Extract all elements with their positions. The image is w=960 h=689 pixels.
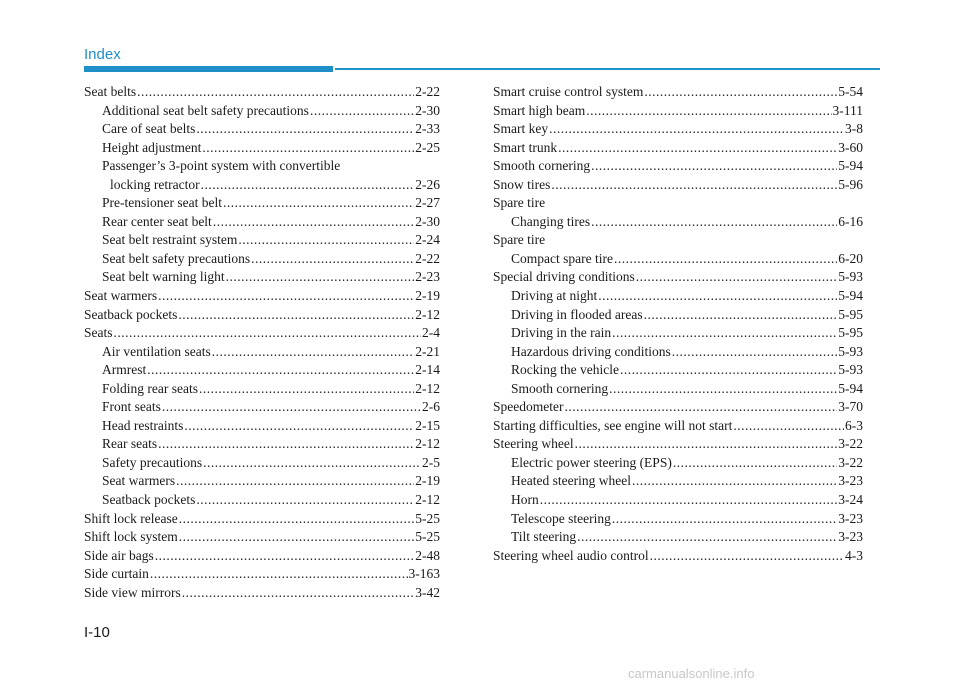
index-entry-page: 2-4 <box>422 325 440 341</box>
index-entry <box>493 306 863 325</box>
index-entry-heading: Spare tire <box>493 195 546 211</box>
index-entry <box>84 565 440 584</box>
index-entry-term: Smooth cornering <box>493 158 591 174</box>
index-entry-term: Height adjustment <box>102 139 202 155</box>
index-entry <box>493 102 863 121</box>
dot-leader <box>178 306 414 325</box>
dot-leader <box>196 120 414 139</box>
dot-leader <box>609 380 837 399</box>
dot-leader <box>150 565 408 584</box>
dot-leader <box>114 324 422 343</box>
index-entry-page: 2-12 <box>415 492 440 508</box>
index-entry <box>84 287 440 306</box>
index-entry-page: 2-12 <box>415 306 440 322</box>
index-column-left <box>84 83 440 602</box>
dot-leader <box>612 510 837 529</box>
index-entry-term: Driving at night <box>511 288 598 304</box>
dot-leader <box>137 83 414 102</box>
dot-leader <box>184 417 414 436</box>
index-entry-term: Shift lock release <box>84 510 178 526</box>
index-entry-page: 3-23 <box>838 473 863 489</box>
dot-leader <box>614 250 837 269</box>
index-entry <box>84 194 440 213</box>
dot-leader <box>147 361 414 380</box>
index-entry-page: 3-60 <box>838 139 863 155</box>
index-entry-term: Head restraints <box>102 417 184 433</box>
index-entry <box>84 231 440 250</box>
index-entry-term: Safety precautions <box>102 454 203 470</box>
index-entry-term: Armrest <box>102 362 147 378</box>
index-entry-term: Snow tires <box>493 176 551 192</box>
dot-leader <box>591 213 837 232</box>
dot-leader <box>155 547 415 566</box>
index-entry-term: Driving in the rain <box>511 325 612 341</box>
dot-leader <box>672 343 838 362</box>
dot-leader <box>196 491 414 510</box>
index-entry <box>493 510 863 529</box>
index-entry <box>493 491 863 510</box>
dot-leader <box>162 398 421 417</box>
dot-leader <box>203 454 421 473</box>
index-entry-page: 3-42 <box>415 584 440 600</box>
dot-leader <box>636 268 838 287</box>
index-entry <box>493 417 863 436</box>
index-entry-term: Seat warmers <box>102 473 176 489</box>
index-entry <box>84 547 440 566</box>
dot-leader <box>644 83 837 102</box>
page-number: I-10 <box>84 624 110 641</box>
index-entry-page: 2-33 <box>415 121 440 137</box>
dot-leader <box>201 176 415 195</box>
dot-leader <box>238 231 414 250</box>
dot-leader <box>632 472 837 491</box>
dot-leader <box>199 380 414 399</box>
index-entry-page: 4-3 <box>845 547 863 563</box>
index-entry-page: 3-22 <box>838 454 863 470</box>
index-entry-page: 3-24 <box>838 492 863 508</box>
dot-leader <box>540 491 838 510</box>
index-entry-term: Starting difficulties, see engine will not start <box>493 417 733 433</box>
index-entry-page: 5-94 <box>838 380 863 396</box>
index-entry <box>84 361 440 380</box>
index-entry-term: Steering wheel <box>493 436 574 452</box>
index-entry <box>84 102 440 121</box>
dot-leader <box>558 139 837 158</box>
index-entry-term: Horn <box>511 492 539 508</box>
index-entry-page: 5-94 <box>838 158 863 174</box>
index-entry <box>84 510 440 529</box>
index-entry <box>493 157 863 176</box>
index-entry <box>84 380 440 399</box>
index-entry-term: Shift lock system <box>84 529 178 545</box>
index-entry-page: 5-25 <box>415 529 440 545</box>
index-entry-term: Side view mirrors <box>84 584 181 600</box>
dot-leader <box>644 306 838 325</box>
index-entry-term: Seats <box>84 325 113 341</box>
index-entry-term: Hazardous driving conditions <box>511 343 671 359</box>
index-entry-page: 5-95 <box>838 306 863 322</box>
index-entry-page: 5-93 <box>838 343 863 359</box>
index-entry-page: 5-96 <box>838 176 863 192</box>
index-entry-term: Folding rear seats <box>102 380 198 396</box>
index-entry-page: 6-3 <box>845 417 863 433</box>
index-entry <box>493 139 863 158</box>
index-entry <box>493 435 863 454</box>
index-entry-term: Seat warmers <box>84 288 158 304</box>
dot-leader <box>575 435 838 454</box>
index-entry-page: 2-48 <box>415 547 440 563</box>
index-entry-term: Changing tires <box>511 213 591 229</box>
index-entry-page: 5-54 <box>838 84 863 99</box>
index-entry-term: Care of seat belts <box>102 121 196 137</box>
index-entry-heading: Spare tire <box>493 232 546 248</box>
index-entry-term: Rear seats <box>102 436 158 452</box>
index-entry-page: 2-24 <box>415 232 440 248</box>
header-accent-bar <box>84 66 333 72</box>
watermark: carmanualsonline.info <box>628 666 755 681</box>
index-entry <box>493 380 863 399</box>
index-entry-term: Side curtain <box>84 566 149 582</box>
index-entry <box>493 454 863 473</box>
index-entry-page: 5-25 <box>415 510 440 526</box>
index-entry <box>493 83 863 102</box>
index-entry <box>84 584 440 603</box>
index-entry-page: 2-12 <box>415 380 440 396</box>
dot-leader <box>158 435 414 454</box>
index-entry-term: locking retractor <box>110 176 200 192</box>
index-entry-page: 3-23 <box>838 529 863 545</box>
dot-leader <box>158 287 414 306</box>
index-entry <box>84 139 440 158</box>
index-entry-page: 6-20 <box>838 250 863 266</box>
index-entry <box>84 213 440 232</box>
index-entry-page: 2-6 <box>422 399 440 415</box>
index-entry <box>84 454 440 473</box>
index-entry-term: Telescope steering <box>511 510 611 526</box>
index-entry-heading: Passenger’s 3-point system with convertible <box>102 158 341 174</box>
index-entry-term: Seat belt restraint system <box>102 232 238 248</box>
index-entry <box>493 268 863 287</box>
index-entry <box>84 472 440 491</box>
dot-leader <box>551 176 837 195</box>
index-entry-page: 5-93 <box>838 269 863 285</box>
dot-leader <box>176 472 414 491</box>
index-entry-term: Smart high beam <box>493 102 586 118</box>
index-entry <box>84 83 440 102</box>
index-entry <box>84 176 440 195</box>
index-entry-term: Side air bags <box>84 547 154 563</box>
index-entry <box>84 268 440 287</box>
index-entry-page: 5-94 <box>838 288 863 304</box>
index-entry-page: 2-22 <box>415 250 440 266</box>
index-entry-page: 3-23 <box>838 510 863 526</box>
dot-leader <box>591 157 837 176</box>
index-entry-term: Seat belt safety precautions <box>102 250 251 266</box>
index-entry-term: Electric power steering (EPS) <box>511 454 672 470</box>
index-entry-term: Additional seat belt safety precautions <box>102 102 309 118</box>
index-entry-term: Air ventilation seats <box>102 343 211 359</box>
dot-leader <box>612 324 837 343</box>
index-column-right <box>493 83 863 565</box>
index-entry-page: 2-5 <box>422 454 440 470</box>
index-entry-page: 3-111 <box>832 102 863 118</box>
header-rule <box>335 68 880 70</box>
index-entry-page: 3-8 <box>845 121 863 137</box>
index-entry-term: Smart cruise control system <box>493 84 644 99</box>
index-entry <box>84 343 440 362</box>
dot-leader <box>564 398 837 417</box>
dot-leader <box>212 343 415 362</box>
index-entry-page: 2-30 <box>415 102 440 118</box>
index-entry-term: Speedometer <box>493 399 564 415</box>
index-entry-page: 2-22 <box>415 84 440 99</box>
dot-leader <box>577 528 837 547</box>
index-entry-term: Special driving conditions <box>493 269 635 285</box>
index-entry-page: 3-163 <box>408 566 440 582</box>
index-entry-term: Rocking the vehicle <box>511 362 619 378</box>
index-entry-page: 3-22 <box>838 436 863 452</box>
index-entry <box>84 398 440 417</box>
dot-leader <box>179 510 415 529</box>
index-entry-page: 2-23 <box>415 269 440 285</box>
index-entry-page: 5-93 <box>838 362 863 378</box>
index-entry <box>493 250 863 269</box>
index-entry-page: 2-25 <box>415 139 440 155</box>
index-entry-page: 2-14 <box>415 362 440 378</box>
index-entry-page: 6-16 <box>838 213 863 229</box>
dot-leader <box>226 268 415 287</box>
index-entry-page: 2-19 <box>415 288 440 304</box>
dot-leader <box>223 194 414 213</box>
dot-leader <box>213 213 414 232</box>
dot-leader <box>202 139 414 158</box>
index-entry-term: Front seats <box>102 399 161 415</box>
dot-leader <box>549 120 844 139</box>
index-entry-page: 2-15 <box>415 417 440 433</box>
index-entry <box>84 324 440 343</box>
index-entry-term: Smart key <box>493 121 549 137</box>
index-entry-page: 2-19 <box>415 473 440 489</box>
dot-leader <box>586 102 831 121</box>
dot-leader <box>650 547 844 566</box>
dot-leader <box>310 102 414 121</box>
index-entry-term: Seatback pockets <box>102 492 196 508</box>
index-entry-page: 2-21 <box>415 343 440 359</box>
index-entry-term: Steering wheel audio control <box>493 547 649 563</box>
index-entry-term: Rear center seat belt <box>102 213 212 229</box>
dot-leader <box>598 287 837 306</box>
index-entry-term: Smart trunk <box>493 139 558 155</box>
index-entry <box>84 306 440 325</box>
index-entry-page: 2-12 <box>415 436 440 452</box>
index-entry <box>493 361 863 380</box>
index-entry <box>493 547 863 566</box>
index-entry-page: 2-27 <box>415 195 440 211</box>
page-header-title: Index <box>84 46 121 63</box>
index-entry-page: 3-70 <box>838 399 863 415</box>
index-entry-term: Smooth cornering <box>511 380 609 396</box>
index-entry <box>84 528 440 547</box>
index-entry-page: 5-95 <box>838 325 863 341</box>
dot-leader <box>251 250 414 269</box>
index-entry-term: Driving in flooded areas <box>511 306 643 322</box>
index-entry-term: Pre-tensioner seat belt <box>102 195 222 211</box>
index-entry <box>493 287 863 306</box>
index-entry <box>84 491 440 510</box>
index-entry <box>493 213 863 232</box>
index-entry-term: Heated steering wheel <box>511 473 631 489</box>
index-entry-term: Seatback pockets <box>84 306 178 322</box>
index-entry-term: Seat belts <box>84 84 137 99</box>
index-entry <box>84 435 440 454</box>
dot-leader <box>620 361 837 380</box>
dot-leader <box>179 528 415 547</box>
index-entry <box>84 120 440 139</box>
dot-leader <box>673 454 837 473</box>
index-entry <box>493 176 863 195</box>
index-entry <box>493 528 863 547</box>
index-entry <box>493 324 863 343</box>
index-entry <box>493 472 863 491</box>
index-entry-term: Seat belt warning light <box>102 269 225 285</box>
dot-leader <box>182 584 415 603</box>
index-entry <box>493 398 863 417</box>
index-entry <box>493 120 863 139</box>
dot-leader <box>733 417 844 436</box>
index-entry-page: 2-30 <box>415 213 440 229</box>
index-entry <box>493 343 863 362</box>
index-entry <box>84 250 440 269</box>
index-entry <box>84 417 440 436</box>
index-entry-term: Compact spare tire <box>511 250 613 266</box>
index-entry-term: Tilt steering <box>511 529 577 545</box>
index-entry-page: 2-26 <box>415 176 440 192</box>
